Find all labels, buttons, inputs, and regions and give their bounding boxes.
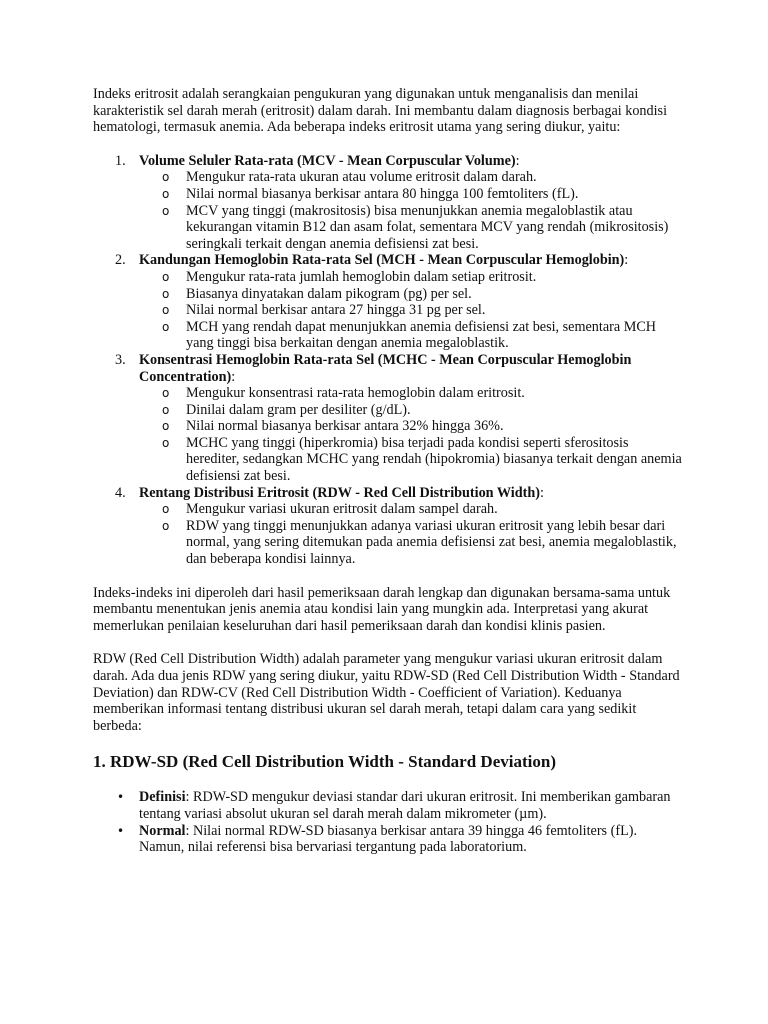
- disc-bullet-icon: •: [117, 790, 125, 805]
- circle-bullet-icon: o: [162, 386, 170, 401]
- sub-list: [139, 501, 683, 567]
- sub-list-item: [139, 418, 683, 435]
- circle-bullet-icon: o: [162, 402, 170, 417]
- list-item-normal: [93, 823, 683, 856]
- list-number: 3.: [115, 351, 126, 368]
- index-title: Volume Seluler Rata-rata (MCV - Mean Corpuscular Volume): [139, 152, 516, 169]
- circle-bullet-icon: o: [162, 502, 170, 517]
- intro-paragraph: Indeks eritrosit adalah serangkaian pengukuran yang digunakan untuk menganalisis dan menilai karakteristik sel darah merah (eritrosit) dalam darah. Ini membantu dalam diagnosis berbagai kondisi hematologi, termasuk anemia. Ada beberapa indeks eritrosit utama yang sering diukur, yaitu:: [93, 86, 668, 136]
- circle-bullet-icon: o: [162, 419, 170, 434]
- sub-list-item: [139, 501, 683, 518]
- circle-bullet-icon: o: [162, 203, 170, 218]
- summary-paragraph: Indeks-indeks ini diperoleh dari hasil pemeriksaan darah lengkap dan digunakan bersama-sama untuk membantu menentukan jenis anemia atau kondisi lain yang mungkin ada. Interpretasi yang akurat memerlukan penilaian keseluruhan dari hasil pemeriksaan darah dan kondisi klinis pasien.: [93, 584, 671, 634]
- sub-list-item: [139, 269, 683, 286]
- sub-list: [139, 169, 683, 252]
- sub-list-item: [139, 319, 683, 352]
- circle-bullet-icon: o: [162, 435, 170, 450]
- sub-list-item: [139, 402, 683, 419]
- index-item-mchc: [93, 352, 683, 485]
- item-text: : RDW-SD mengukur deviasi standar dari ukuran eritrosit. Ini memberikan gambaran tentang variasi absolut ukuran sel darah merah dalam mikrometer (µm).: [139, 789, 671, 822]
- sub-item-text: Dinilai dalam gram per desiliter (g/dL).: [186, 401, 411, 418]
- sub-list-item: [139, 169, 683, 186]
- sub-item-text: MCHC yang tinggi (hiperkromia) bisa terjadi pada kondisi seperti sferositosis herediter, sedangkan MCHC yang rendah (hipokromia) biasanya terkait dengan anemia defisiensi zat besi.: [186, 434, 682, 485]
- list-number: 1.: [115, 152, 126, 169]
- circle-bullet-icon: o: [162, 170, 170, 185]
- sub-item-text: RDW yang tinggi menunjukkan adanya variasi ukuran eritrosit yang lebih besar dari normal, yang sering ditemukan pada anemia defisiensi zat besi, anemia megaloblastik, dan beberapa kondisi lainnya.: [186, 517, 677, 568]
- item-term: Normal: [139, 822, 186, 839]
- index-title: Konsentrasi Hemoglobin Rata-rata Sel (MCHC - Mean Corpuscular Hemoglobin Concentration): [139, 351, 632, 385]
- rdw-intro-paragraph: RDW (Red Cell Distribution Width) adalah parameter yang mengukur variasi ukuran eritrosit dalam darah. Ada dua jenis RDW yang sering diukur, yaitu RDW-SD (Red Cell Distribution Width - Standard Deviation) dan RDW-CV (Red Cell Distribution Width - Coefficient of Variation). Keduanya memberikan informasi tentang distribusi ukuran sel darah merah, tetapi dalam cara yang sedikit berbeda:: [93, 651, 680, 734]
- sub-item-text: Biasanya dinyatakan dalam pikogram (pg) per sel.: [186, 285, 472, 302]
- sub-item-text: Mengukur rata-rata ukuran atau volume eritrosit dalam darah.: [186, 169, 537, 186]
- sub-list-item: [139, 186, 683, 203]
- index-title: Rentang Distribusi Eritrosit (RDW - Red Cell Distribution Width): [139, 484, 540, 501]
- sub-item-text: MCV yang tinggi (makrositosis) bisa menunjukkan anemia megaloblastik atau kekurangan vitamin B12 dan asam folat, sementara MCV yang rendah (mikrositosis) seringkali terkait dengan anemia defisiensi zat besi.: [186, 202, 669, 252]
- sub-list-item: [139, 286, 683, 303]
- index-item-rdw: [93, 485, 683, 568]
- circle-bullet-icon: o: [162, 286, 170, 301]
- sub-list-item: [139, 302, 683, 319]
- index-item-mch: [93, 252, 683, 352]
- section-heading-rdw-sd: 1. RDW-SD (Red Cell Distribution Width - Standard Deviation): [93, 752, 556, 772]
- sub-list: [139, 385, 683, 485]
- sub-list-item: [139, 203, 683, 253]
- list-item-definisi: [93, 789, 683, 822]
- title-colon: :: [231, 368, 236, 385]
- erythrocyte-indices-list: [93, 153, 683, 568]
- circle-bullet-icon: o: [162, 269, 170, 284]
- document-page: [93, 86, 683, 856]
- item-text: : Nilai normal RDW-SD biasanya berkisar antara 39 hingga 46 femtoliters (fL). Namun, nilai referensi bisa bervariasi tergantung pada laboratorium.: [139, 822, 638, 856]
- list-number: 2.: [115, 252, 126, 269]
- circle-bullet-icon: o: [162, 319, 170, 334]
- sub-item-text: MCH yang rendah dapat menunjukkan anemia defisiensi zat besi, sementara MCH yang tinggi bisa berkaitan dengan anemia megaloblastik.: [186, 318, 657, 352]
- list-number: 4.: [115, 484, 126, 501]
- title-colon: :: [624, 252, 629, 269]
- disc-bullet-icon: •: [117, 823, 125, 838]
- sub-item-text: Mengukur variasi ukuran eritrosit dalam sampel darah.: [186, 501, 498, 518]
- sub-item-text: Nilai normal berkisar antara 27 hingga 31 pg per sel.: [186, 302, 486, 319]
- circle-bullet-icon: o: [162, 186, 170, 201]
- index-item-mcv: [93, 153, 683, 253]
- sub-item-text: Nilai normal biasanya berkisar antara 32% hingga 36%.: [186, 418, 504, 435]
- sub-item-text: Nilai normal biasanya berkisar antara 80 hingga 100 femtoliters (fL).: [186, 185, 579, 202]
- circle-bullet-icon: o: [162, 303, 170, 318]
- sub-list-item: [139, 385, 683, 402]
- sub-item-text: Mengukur konsentrasi rata-rata hemoglobin dalam eritrosit.: [186, 385, 525, 402]
- title-colon: :: [515, 152, 520, 169]
- sub-item-text: Mengukur rata-rata jumlah hemoglobin dalam setiap eritrosit.: [186, 268, 537, 285]
- sub-list-item: [139, 435, 683, 485]
- rdw-sd-list: [93, 789, 683, 855]
- item-term: Definisi: [139, 789, 186, 806]
- index-title: Kandungan Hemoglobin Rata-rata Sel (MCH - Mean Corpuscular Hemoglobin): [139, 252, 625, 269]
- circle-bullet-icon: o: [162, 518, 170, 533]
- title-colon: :: [539, 484, 544, 501]
- sub-list-item: [139, 518, 683, 568]
- sub-list: [139, 269, 683, 352]
